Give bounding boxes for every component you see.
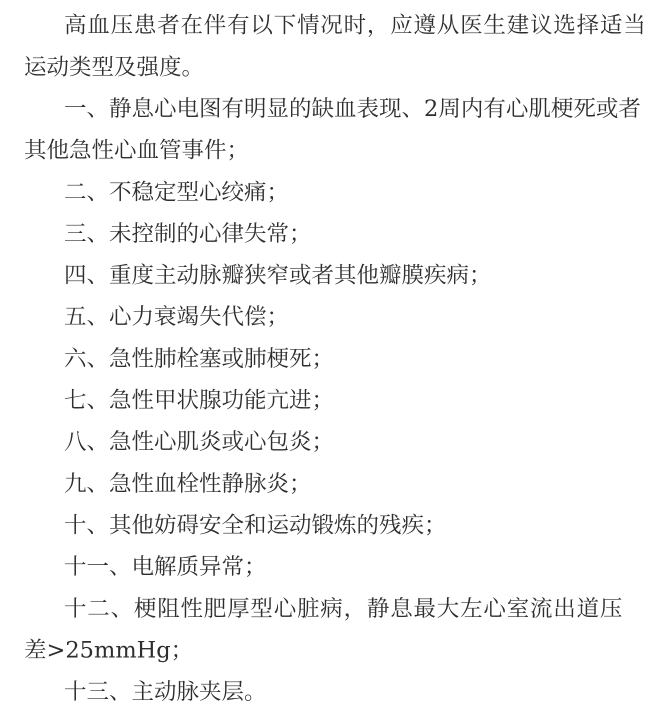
item-6: 六、急性肺栓塞或肺梗死； — [64, 346, 335, 372]
item-9: 九、急性血栓性静脉炎； — [64, 470, 312, 497]
item-11: 十一、电解质异常； — [64, 554, 267, 581]
item-2: 二、不稳定型心绞痛； — [64, 179, 290, 206]
intro-line-1: 高血压患者在伴有以下情况时，应遵从医生建议选择适当 — [64, 12, 647, 39]
item-7: 七、急性甲状腺功能亢进； — [64, 387, 335, 414]
item-12-line-1: 十二、梗阻性肥厚型心脏病，静息最大左心室流出道压 — [64, 595, 624, 622]
item-1-line-2: 其他急性心血管事件； — [24, 137, 250, 164]
item-12-line-2: 差>25mmHg； — [24, 637, 194, 664]
item-13: 十三、主动脉夹层。 — [64, 679, 267, 705]
item-1-line-1: 一、静息心电图有明显的缺血表现、2周内有心肌梗死或者 — [64, 96, 641, 122]
item-8: 八、急性心肌炎或心包炎； — [64, 429, 335, 456]
item-4: 四、重度主动脉瓣狭窄或者其他瓣膜疾病； — [64, 262, 492, 289]
item-3: 三、未控制的心律失常； — [64, 221, 312, 247]
intro-line-2: 运动类型及强度。 — [24, 54, 205, 81]
item-5: 五、心力衰竭失代偿； — [64, 304, 290, 331]
item-10: 十、其他妨碍安全和运动锻炼的残疾； — [64, 512, 447, 539]
